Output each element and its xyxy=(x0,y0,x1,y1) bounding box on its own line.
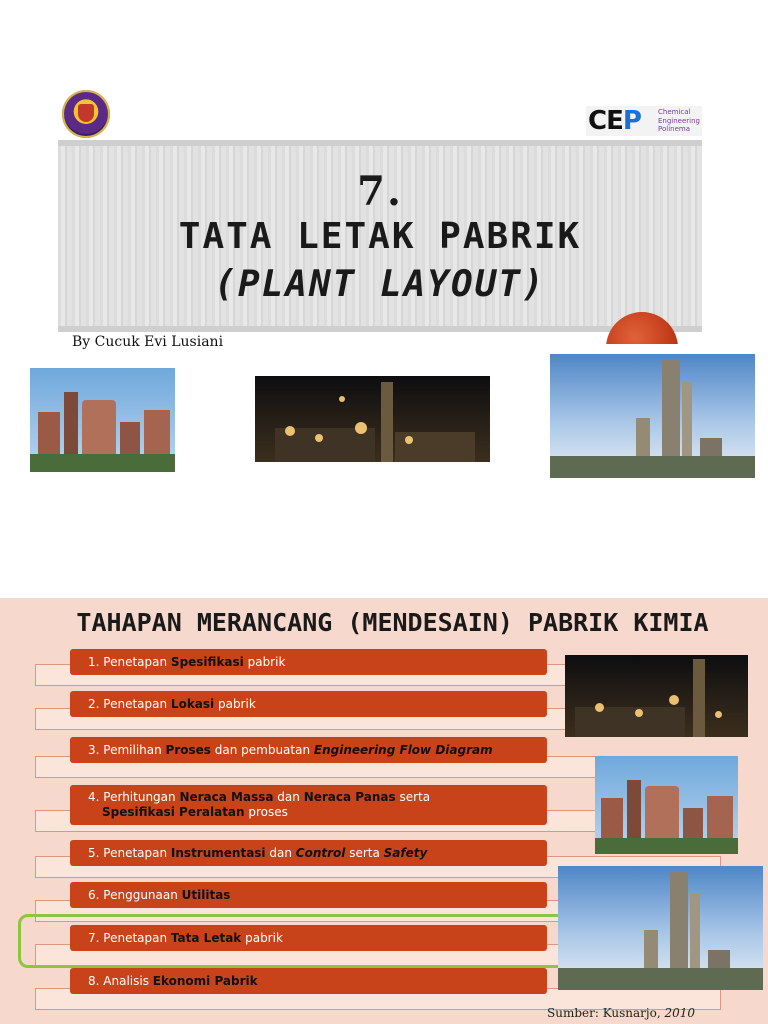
step-5 xyxy=(70,840,547,866)
step-2 xyxy=(70,691,547,717)
step-text: Pemilihan xyxy=(103,743,166,757)
step-keyword: Neraca Panas xyxy=(303,790,396,804)
university-logo-icon xyxy=(62,90,110,138)
chapter-number: 7. xyxy=(357,168,403,215)
cep-sub-line: Polinema xyxy=(658,125,690,133)
step-text: serta xyxy=(395,790,431,804)
step-6 xyxy=(70,882,547,908)
cep-letter-p: P xyxy=(622,106,641,136)
step-8 xyxy=(70,968,547,994)
step-text: pabrik xyxy=(241,931,283,945)
step-keyword: Lokasi xyxy=(170,697,215,711)
step-3 xyxy=(70,737,547,763)
slide-title: TATA LETAK PABRIK xyxy=(178,216,582,257)
step-number: 5. xyxy=(88,846,100,860)
slide2-title: TAHAPAN MERANCANG (MENDESAIN) PABRIK KIMIA xyxy=(76,608,709,637)
slide-subtitle: (PLANT LAYOUT) xyxy=(214,264,546,305)
source-year: 2010 xyxy=(664,1006,696,1020)
step-number: 7. xyxy=(88,931,100,945)
cep-sub-line: Chemical xyxy=(658,108,691,116)
industrial-plant-day-icon xyxy=(595,756,738,854)
step-text: Penetapan xyxy=(103,697,171,711)
refinery-tower-icon xyxy=(558,866,763,990)
step-text: pabrik xyxy=(214,697,256,711)
step-text: serta xyxy=(345,846,384,860)
step-number: 1. xyxy=(88,655,100,669)
step-keyword: Tata Letak xyxy=(170,931,242,945)
step-4 xyxy=(70,785,547,825)
plant-night-icon xyxy=(255,376,490,462)
step-text: dan pembuatan xyxy=(210,743,314,757)
source-citation xyxy=(547,1006,695,1020)
step-keyword: Spesifikasi xyxy=(170,655,244,669)
step-line xyxy=(88,790,547,805)
cep-letter-e: E xyxy=(606,106,623,136)
step-keyword: Utilitas xyxy=(181,888,231,902)
step-text: Penggunaan xyxy=(103,888,182,902)
industrial-plant-day-icon xyxy=(30,368,175,472)
step-number: 8. xyxy=(88,974,100,988)
step-keyword: Spesifikasi Peralatan xyxy=(102,805,245,819)
title-slide xyxy=(0,0,768,500)
refinery-tower-icon xyxy=(550,354,755,478)
plant-night-icon xyxy=(565,655,748,737)
source-label: Sumber: Kusnarjo, xyxy=(547,1006,665,1020)
step-text: Penetapan xyxy=(103,846,171,860)
step-keyword: Neraca Massa xyxy=(179,790,274,804)
step-keyword: Proses xyxy=(165,743,211,757)
step-number: 6. xyxy=(88,888,100,902)
step-line xyxy=(88,805,547,820)
step-1 xyxy=(70,649,547,675)
step-text: Perhitungan xyxy=(103,790,180,804)
title-banner xyxy=(58,140,702,332)
step-text: Penetapan xyxy=(103,931,171,945)
step-text: dan xyxy=(273,790,304,804)
cep-logo xyxy=(586,106,702,136)
step-text: Penetapan xyxy=(103,655,171,669)
step-keyword-italic: Safety xyxy=(383,846,428,860)
cep-subtitle xyxy=(658,108,700,134)
step-text: pabrik xyxy=(243,655,286,669)
step-number: 3. xyxy=(88,743,100,757)
author-line: By Cucuk Evi Lusiani xyxy=(72,334,224,350)
step-keyword-italic: Engineering Flow Diagram xyxy=(313,743,493,757)
step-keyword: Ekonomi Pabrik xyxy=(152,974,258,988)
step-number: 2. xyxy=(88,697,100,711)
current-step-highlight xyxy=(18,914,584,968)
step-text: proses xyxy=(244,805,288,819)
step-text: Analisis xyxy=(103,974,153,988)
cep-letter-c: C xyxy=(588,106,607,136)
step-keyword: Instrumentasi xyxy=(170,846,266,860)
step-text: dan xyxy=(265,846,296,860)
cep-sub-line: Engineering xyxy=(658,116,700,125)
step-number: 4. xyxy=(88,790,100,804)
step-keyword-italic: Control xyxy=(295,846,346,860)
